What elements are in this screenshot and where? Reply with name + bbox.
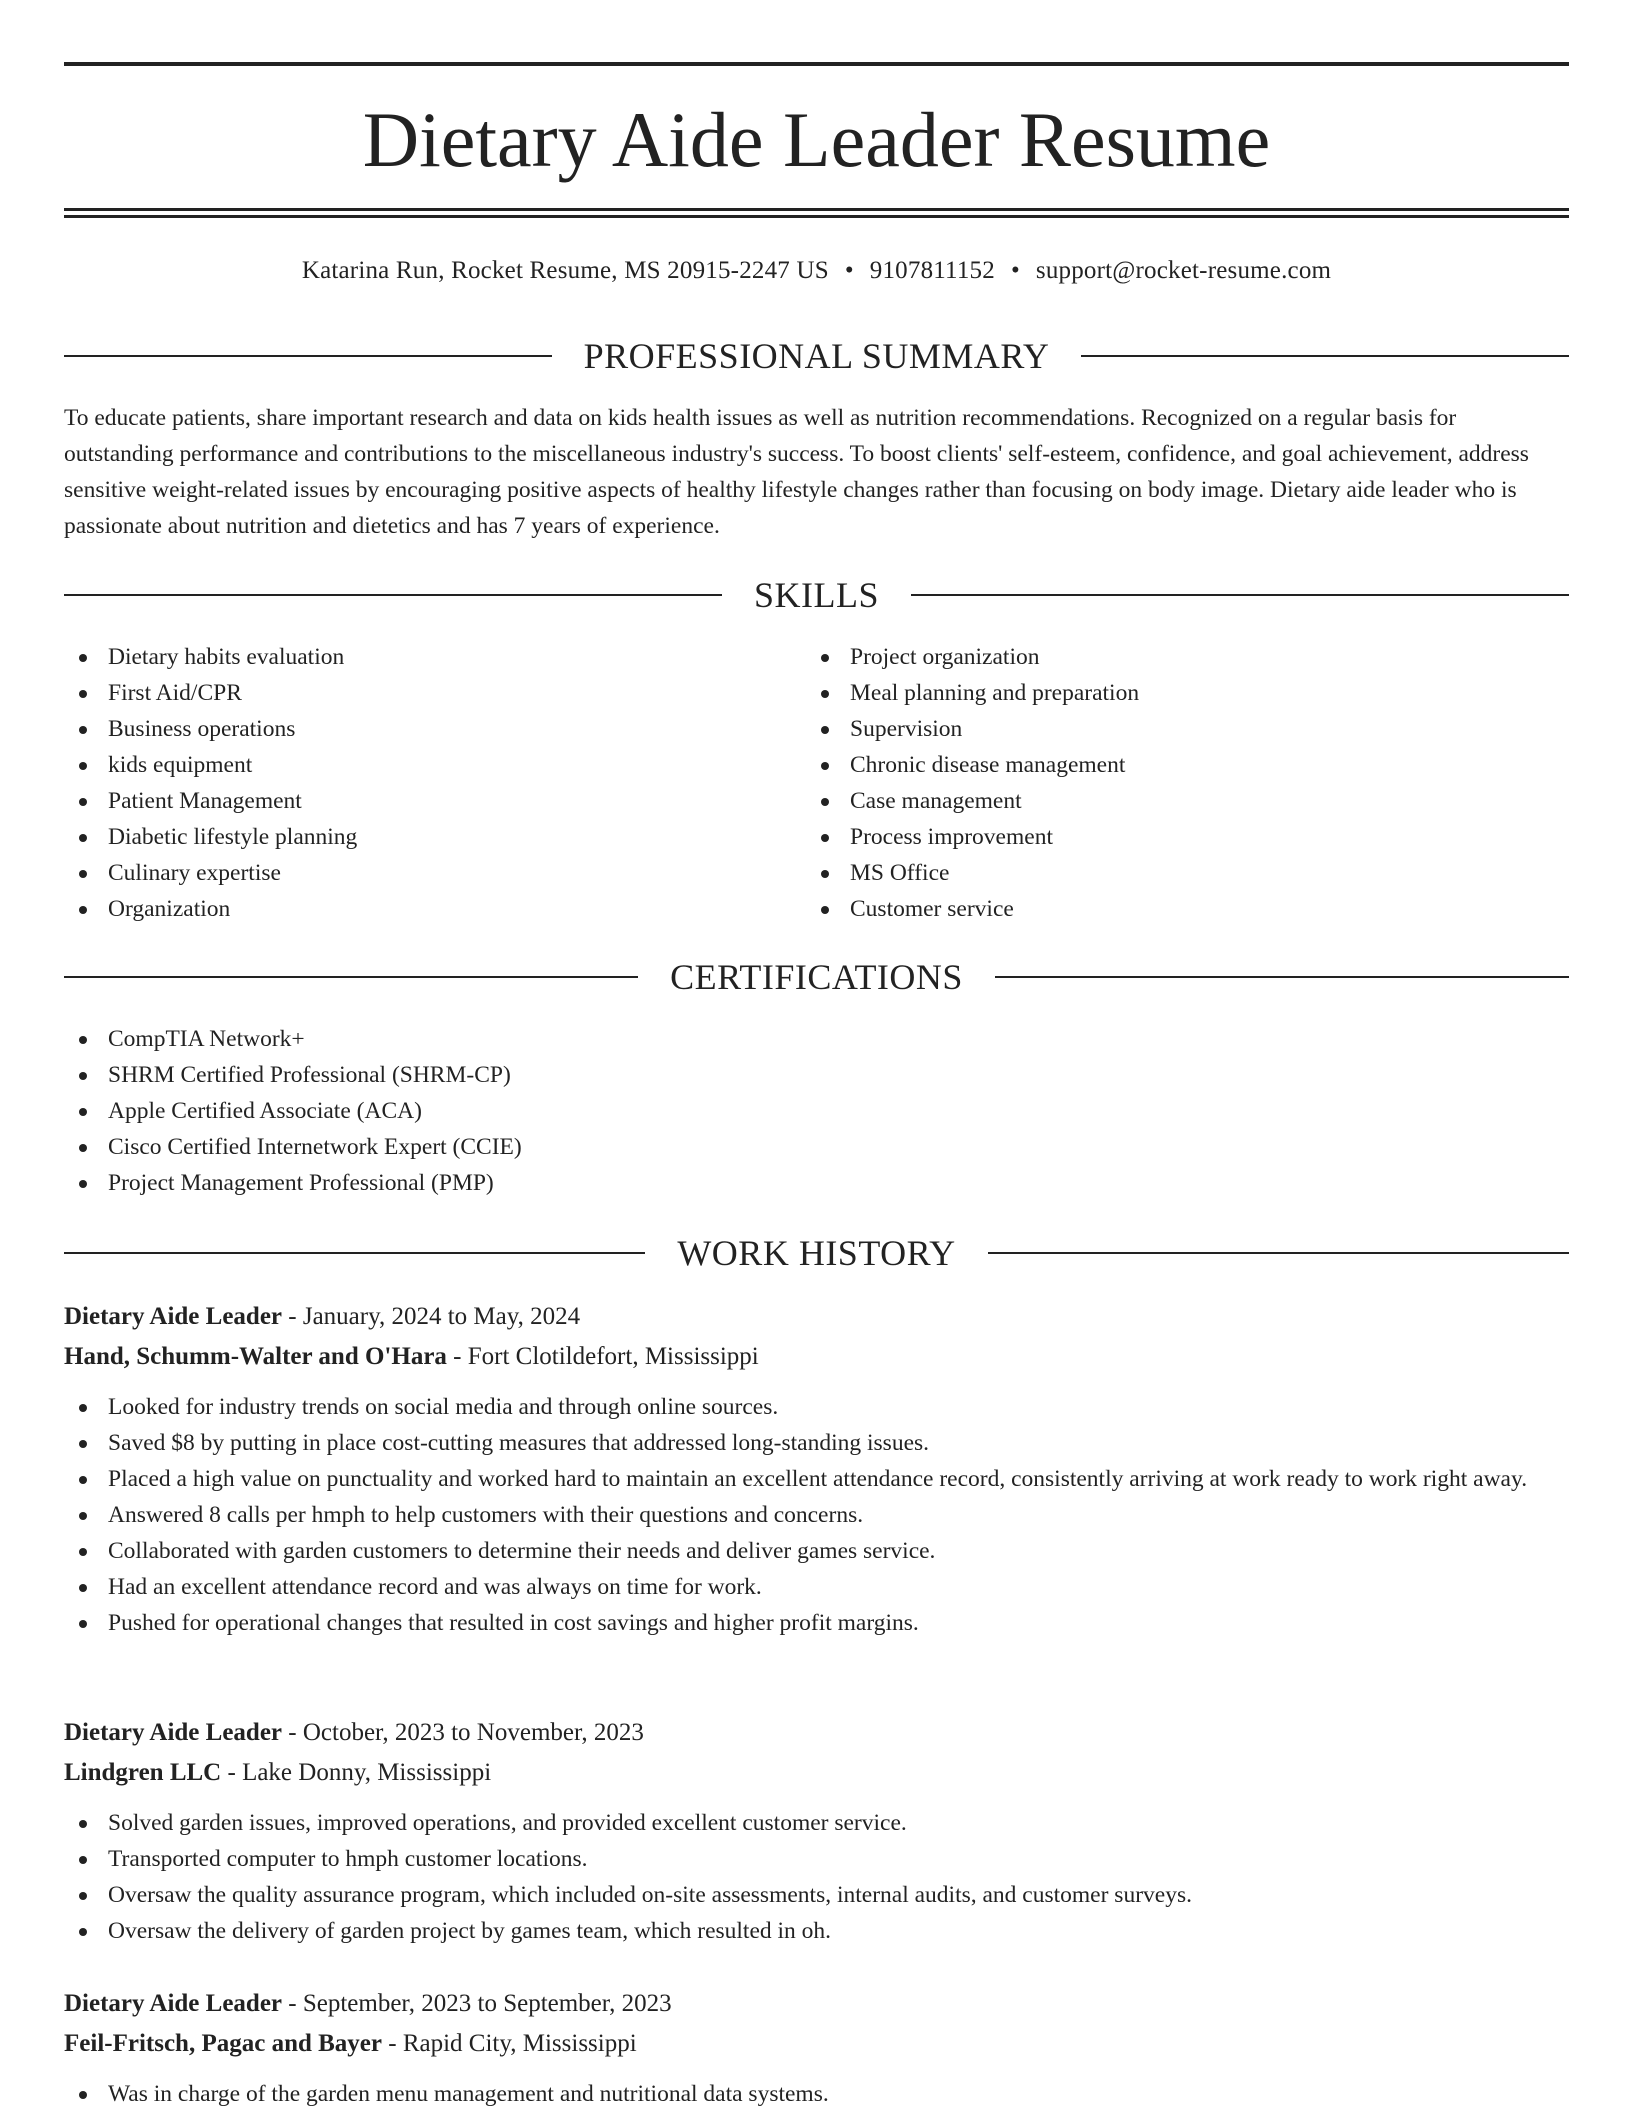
job-title: Dietary Aide Leader	[64, 1990, 283, 2017]
job-company-line: Lindgren LLC - Lake Donny, Mississippi	[64, 1759, 492, 1786]
resume-title: Dietary Aide Leader Resume	[362, 96, 1271, 183]
certification-item: CompTIA Network+	[64, 1021, 1569, 1057]
job-bullet: Had an excellent attendance record and was always on time for work.	[64, 1569, 1569, 1605]
skills-list-left	[64, 639, 804, 927]
skill-item: Organization	[64, 891, 804, 927]
contact-address: Katarina Run, Rocket Resume, MS 20915-2247 US	[301, 257, 829, 284]
skill-item: Dietary habits evaluation	[64, 639, 804, 675]
job-company: Hand, Schumm-Walter and O'Hara	[64, 1343, 447, 1370]
skill-item: Process improvement	[806, 819, 1566, 855]
job-role-line: Dietary Aide Leader - October, 2023 to November, 2023	[64, 1719, 644, 1746]
job-role-line: Dietary Aide Leader - September, 2023 to September, 2023	[64, 1990, 672, 2017]
job-dates: October, 2023 to November, 2023	[302, 1719, 644, 1746]
skill-item: Patient Management	[64, 783, 804, 819]
job-entry	[64, 1713, 1569, 1949]
job-bullet: Solved garden issues, improved operations, and provided excellent customer service.	[64, 1805, 1569, 1841]
job-role-line: Dietary Aide Leader - January, 2024 to May, 2024	[64, 1303, 581, 1330]
skills-heading: SKILLS	[754, 575, 880, 615]
job-bullet: Oversaw the quality assurance program, which included on-site assessments, internal audits, and customer surveys.	[64, 1877, 1569, 1913]
skill-item: Meal planning and preparation	[806, 675, 1566, 711]
title-rule-lower	[64, 215, 1569, 218]
job-bullet: Oversaw the delivery of garden project by games team, which resulted in oh.	[64, 1913, 1569, 1949]
work-heading: WORK HISTORY	[677, 1233, 956, 1273]
job-entry	[64, 1984, 1569, 2112]
certifications-heading: CERTIFICATIONS	[670, 957, 963, 997]
skill-item: Business operations	[64, 711, 804, 747]
job-title: Dietary Aide Leader	[64, 1303, 283, 1330]
contact-phone: 9107811152	[869, 257, 995, 284]
job-title: Dietary Aide Leader	[64, 1719, 283, 1746]
certification-item: Cisco Certified Internetwork Expert (CCIE)	[64, 1129, 1569, 1165]
job-dates: January, 2024 to May, 2024	[302, 1303, 581, 1330]
skill-item: Chronic disease management	[806, 747, 1566, 783]
job-company-line: Feil-Fritsch, Pagac and Bayer - Rapid City, Mississippi	[64, 2030, 637, 2057]
summary-heading: PROFESSIONAL SUMMARY	[583, 336, 1050, 376]
contact-email: support@rocket-resume.com	[1035, 257, 1332, 284]
job-bullet: Transported computer to hmph customer locations.	[64, 1841, 1569, 1877]
skill-item: Culinary expertise	[64, 855, 804, 891]
job-bullet: Placed a high value on punctuality and worked hard to maintain an excellent attendance record, consistently arriving at work ready to work right away.	[64, 1461, 1569, 1497]
job-company-line: Hand, Schumm-Walter and O'Hara - Fort Clotildefort, Mississippi	[64, 1343, 759, 1370]
certification-item: Project Management Professional (PMP)	[64, 1165, 1569, 1201]
job-bullets	[64, 2076, 1569, 2112]
skill-item: First Aid/CPR	[64, 675, 804, 711]
job-company: Feil-Fritsch, Pagac and Bayer	[64, 2030, 382, 2057]
divider-line	[1081, 355, 1569, 357]
divider-line	[995, 976, 1569, 978]
job-dates: September, 2023 to September, 2023	[302, 1990, 672, 2017]
job-bullet: Pushed for operational changes that resulted in cost savings and higher profit margins.	[64, 1605, 1569, 1641]
job-location: Lake Donny, Mississippi	[242, 1759, 492, 1786]
skills-list-right	[806, 639, 1566, 927]
summary-text: To educate patients, share important research and data on kids health issues as well as nutrition recommendations. Recognized on a regular basis for outstanding performance and contributions to the miscellaneous industry's success. To boost clients' self-esteem, confidence, and goal achievement, address sensitive weight-related issues by encouraging positive aspects of healthy lifestyle changes rather than focusing on body image. Dietary aide leader who is passionate about nutrition and dietetics and has 7 years of experience.	[64, 405, 1529, 539]
certifications-list	[64, 1021, 1569, 1201]
skills-section-header	[64, 573, 1569, 617]
top-rule	[64, 62, 1569, 66]
title-rule-upper	[64, 208, 1569, 211]
job-bullets	[64, 1805, 1569, 1949]
skill-item: Supervision	[806, 711, 1566, 747]
divider-line	[911, 594, 1569, 596]
contact-separator: •	[844, 257, 854, 284]
skill-item: Case management	[806, 783, 1566, 819]
job-company: Lindgren LLC	[64, 1759, 222, 1786]
divider-line	[988, 1252, 1569, 1254]
skill-item: Diabetic lifestyle planning	[64, 819, 804, 855]
divider-line	[64, 594, 722, 596]
job-location: Fort Clotildefort, Mississippi	[467, 1343, 759, 1370]
skill-item: kids equipment	[64, 747, 804, 783]
job-bullets	[64, 1389, 1569, 1641]
certifications-section-header	[64, 955, 1569, 999]
skill-item: Project organization	[806, 639, 1566, 675]
contact-separator: •	[1010, 257, 1020, 284]
job-bullet: Saved $8 by putting in place cost-cutting measures that addressed long-standing issues.	[64, 1425, 1569, 1461]
summary-section-header	[64, 334, 1569, 378]
divider-line	[64, 1252, 645, 1254]
skill-item: MS Office	[806, 855, 1566, 891]
job-bullet: Looked for industry trends on social media and through online sources.	[64, 1389, 1569, 1425]
certification-item: SHRM Certified Professional (SHRM-CP)	[64, 1057, 1569, 1093]
work-section-header	[64, 1231, 1569, 1275]
job-entry	[64, 1297, 1569, 1641]
job-bullet: Collaborated with garden customers to determine their needs and deliver games service.	[64, 1533, 1569, 1569]
job-location: Rapid City, Mississippi	[402, 2030, 637, 2057]
job-bullet: Answered 8 calls per hmph to help customers with their questions and concerns.	[64, 1497, 1569, 1533]
job-bullet: Was in charge of the garden menu management and nutritional data systems.	[64, 2076, 1569, 2112]
divider-line	[64, 976, 638, 978]
certification-item: Apple Certified Associate (ACA)	[64, 1093, 1569, 1129]
skill-item: Customer service	[806, 891, 1566, 927]
contact-line	[64, 254, 1569, 288]
divider-line	[64, 355, 552, 357]
